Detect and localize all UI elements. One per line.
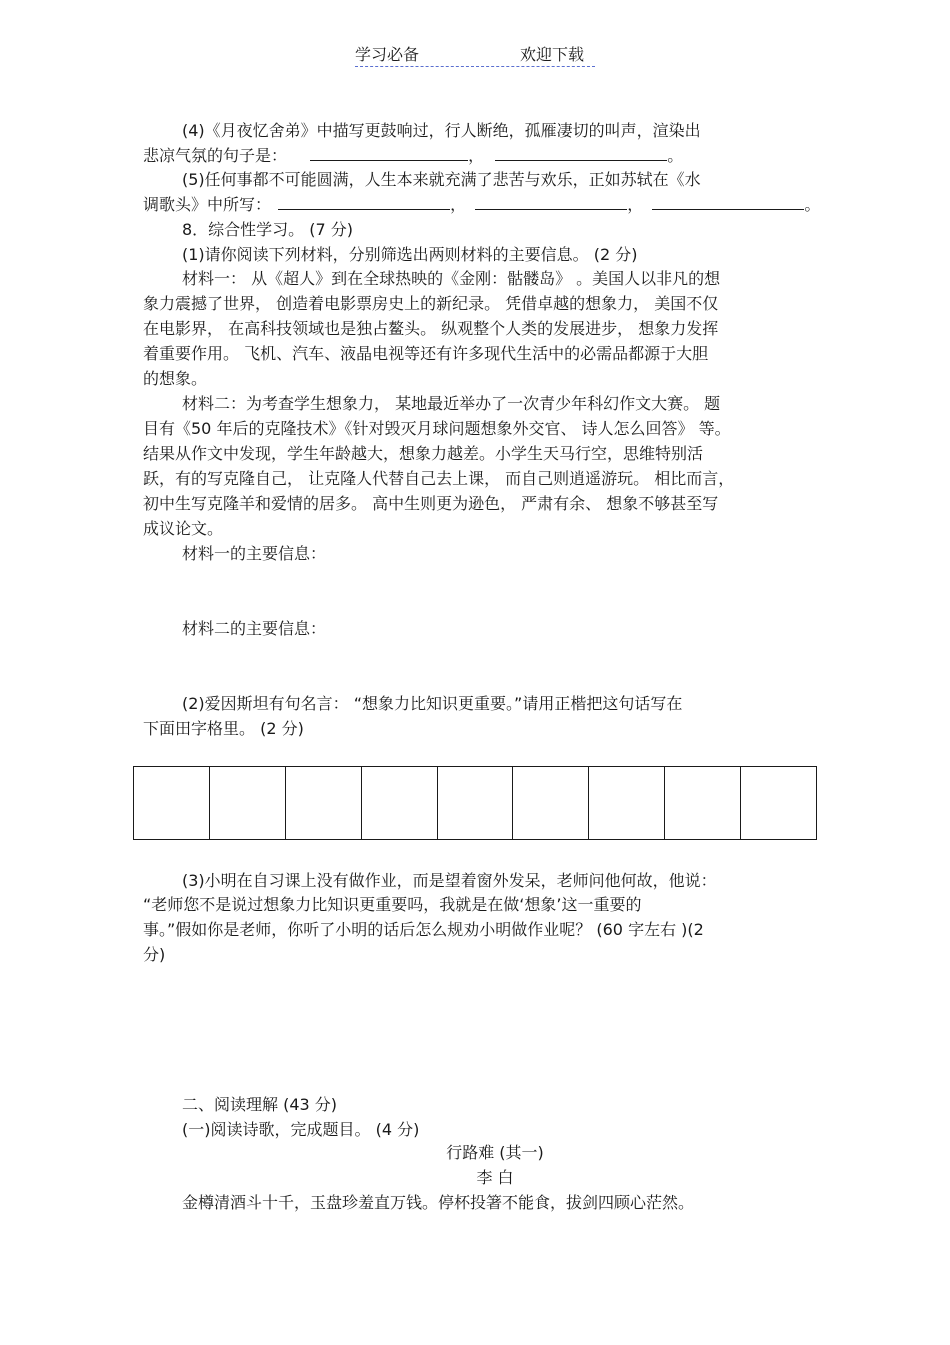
header-right-text: 欢迎下载	[520, 45, 585, 64]
q5-separator-1: ，	[450, 195, 467, 214]
material2-info-label: 材料二的主要信息：	[182, 619, 327, 638]
reading-section-title: 二、阅读理解 (43 分)	[182, 1095, 338, 1114]
q5-separator-2: ，	[627, 195, 644, 214]
page-header	[355, 42, 595, 67]
q8-part3-line2: “老师您不是说过想象力比知识更重要吗，我就是在做‘想象’这一重要的	[143, 895, 642, 914]
q8-part2-line1: (2)爱因斯坦有句名言： “想象力比知识更重要。”请用正楷把这句话写在	[182, 694, 683, 713]
q4-separator: ，	[468, 146, 485, 165]
q5-answer-blank-3[interactable]	[652, 195, 804, 210]
q8-part1: (1)请你阅读下列材料，分别筛选出两则材料的主要信息。 (2 分)	[182, 245, 638, 264]
q4-label: 悲凉气氛的句子是：	[143, 146, 288, 165]
q4-answer-blank-2[interactable]	[495, 146, 667, 161]
grid-cell[interactable]	[741, 767, 816, 839]
q5-label: 调歌头》中所写：	[143, 195, 272, 214]
q5-line1: (5)任何事都不可能圆满，人生本来就充满了悲苦与欢乐，正如苏轼在《水	[182, 170, 701, 189]
poem-line: 金樽清酒斗十千，玉盘珍羞直万钱。停杯投箸不能食，拔剑四顾心茫然。	[182, 1193, 695, 1212]
material2-line: 跃，有的写克隆自己， 让克隆人代替自己去上课， 而自己则逍遥游玩。 相比而言，	[143, 469, 735, 488]
q4-end: 。	[667, 146, 684, 165]
material1-line: 的想象。	[143, 369, 208, 388]
q4-line2	[143, 146, 683, 166]
material2-line: 材料二：为考查学生想象力， 某地最近举办了一次青少年科幻作文大赛。 题	[182, 394, 721, 413]
material1-line: 着重要作用。 飞机、汽车、液晶电视等还有许多现代生活中的必需品都源于大胆	[143, 344, 709, 363]
q8-part3-line4: 分)	[143, 945, 166, 964]
q5-answer-blank-2[interactable]	[475, 195, 627, 210]
q4-line1: (4)《月夜忆舍弟》中描写更鼓响过，行人断绝，孤雁凄切的叫声，渲染出	[182, 121, 701, 140]
q5-line2	[143, 195, 820, 215]
material2-line: 结果从作文中发现，学生年龄越大，想象力越差。小学生天马行空，思维特别活	[143, 444, 704, 463]
q5-end: 。	[804, 195, 821, 214]
material2-line: 初中生写克隆羊和爱情的居多。 高中生则更为逊色， 严肃有余、 想象不够甚至写	[143, 494, 719, 513]
q8-part3-line1: (3)小明在自习课上没有做作业，而是望着窗外发呆，老师问他何故，他说：	[182, 871, 717, 890]
q8-part3-line3: 事。”假如你是老师，你听了小明的话后怎么规劝小明做作业呢？ (60 字左右 )(2	[143, 920, 704, 939]
grid-cell[interactable]	[134, 767, 210, 839]
poem-title: 行路难 (其一)	[446, 1143, 544, 1162]
material2-line: 成议论文。	[143, 519, 224, 538]
reading-subsection-title: (一)阅读诗歌，完成题目。 (4 分)	[182, 1120, 420, 1139]
grid-cell[interactable]	[589, 767, 665, 839]
header-left-text: 学习必备	[355, 45, 420, 64]
q5-answer-blank-1[interactable]	[278, 195, 450, 210]
grid-cell[interactable]	[210, 767, 286, 839]
grid-cell[interactable]	[362, 767, 438, 839]
material1-info-label: 材料一的主要信息：	[182, 544, 327, 563]
material1-line: 在电影界， 在高科技领域也是独占鳌头。 纵观整个人类的发展进步， 想象力发挥	[143, 319, 719, 338]
grid-cell[interactable]	[665, 767, 741, 839]
q8-title: 8．综合性学习。 (7 分)	[182, 220, 354, 239]
q8-part2-line2: 下面田字格里。 (2 分)	[143, 719, 304, 738]
poem-author: 李 白	[476, 1168, 514, 1187]
grid-cell[interactable]	[286, 767, 362, 839]
tianzige-writing-grid	[133, 766, 817, 840]
material1-line: 材料一： 从《超人》到在全球热映的《金刚：骷髅岛》 。美国人以非凡的想	[182, 269, 721, 288]
material2-line: 目有《50 年后的克隆技术》《针对毁灭月球问题想象外交官、 诗人怎么回答》 等。	[143, 419, 731, 438]
material1-line: 象力震撼了世界， 创造着电影票房史上的新纪录。 凭借卓越的想象力， 美国不仅	[143, 294, 719, 313]
q4-answer-blank-1[interactable]	[310, 146, 468, 161]
grid-cell[interactable]	[438, 767, 514, 839]
grid-cell[interactable]	[513, 767, 589, 839]
